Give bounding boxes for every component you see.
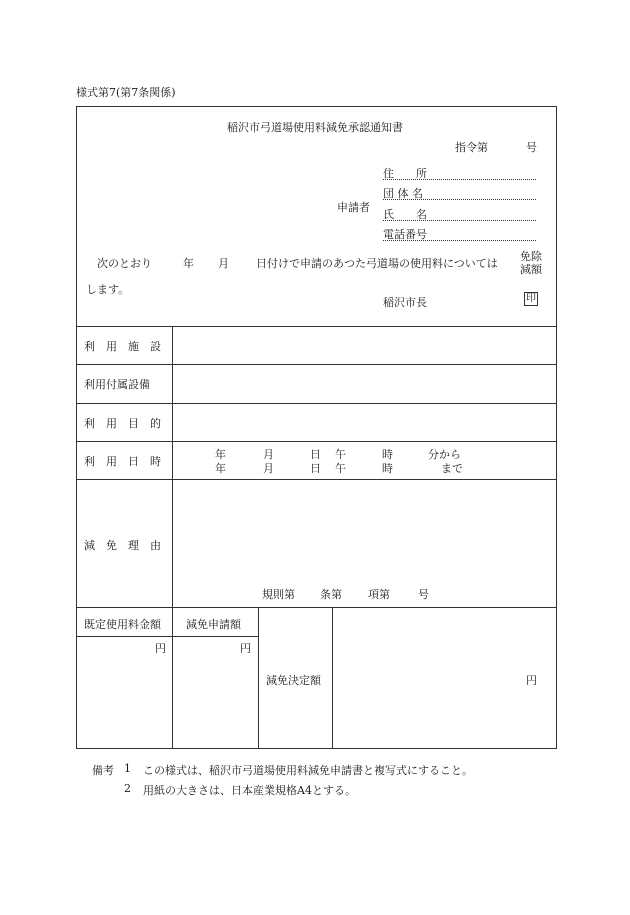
organization-label: 団 体 名 [383, 187, 423, 200]
dt-to-year: 年 [215, 462, 226, 475]
body-text-3: します。 [86, 283, 130, 296]
regulation-item: 号 [418, 588, 429, 601]
dt-from-hour: 時 [382, 448, 393, 461]
organization-line[interactable] [383, 199, 536, 200]
dt-from-minute: 分から [428, 448, 461, 461]
notice-title: 稲沢市弓道場使用料減免承認通知書 [227, 121, 403, 134]
requested-fee-label: 減免申請額 [186, 618, 241, 631]
requested-fee-yen: 円 [240, 642, 251, 655]
seal-stamp: 印 [526, 293, 536, 304]
dt-from-year: 年 [215, 448, 226, 461]
divider-row-1 [76, 364, 557, 365]
form-number: 様式第7(第7条関係) [76, 86, 176, 99]
fee-divider-3 [332, 607, 333, 749]
note-2-number: 2 [124, 782, 131, 795]
regulation-paragraph: 項第 [368, 588, 390, 601]
row-label-facility: 利 用 施 設 [84, 340, 161, 353]
mayor-label: 稲沢市長 [383, 296, 427, 309]
note-2-text: 用紙の大きさは、日本産業規格A4とする。 [143, 784, 356, 797]
note-1-text: この様式は、稲沢市弓道場使用料減免申請書と複写式にすること。 [143, 764, 473, 777]
dt-to-day: 日 [310, 462, 321, 475]
divider-row-3 [76, 441, 557, 442]
divider-fee-header [76, 636, 258, 637]
divider-notice [76, 326, 557, 327]
name-line[interactable] [383, 220, 536, 221]
fee-divider-2 [258, 607, 259, 749]
regulation-prefix: 規則第 [262, 588, 295, 601]
option-reduce: 減額 [520, 263, 542, 276]
decided-fee-label: 減免決定額 [266, 674, 321, 687]
dt-to-hour: 時 [382, 462, 393, 475]
dt-from-ampm: 午 [335, 448, 346, 461]
directive-suffix: 号 [526, 141, 537, 154]
divider-row-4 [76, 479, 557, 480]
decided-fee-yen: 円 [526, 674, 537, 687]
name-label: 氏 名 [383, 208, 427, 221]
body-month: 月 [218, 257, 229, 270]
divider-row-5 [76, 607, 557, 608]
dt-to-ampm: 午 [335, 462, 346, 475]
standard-fee-label: 既定使用料金額 [84, 618, 161, 631]
phone-label: 電話番号 [383, 228, 427, 241]
dt-to-month: 月 [263, 462, 274, 475]
row-label-equipment: 利用付属設備 [84, 378, 150, 391]
dt-from-month: 月 [263, 448, 274, 461]
address-line[interactable] [383, 179, 536, 180]
body-text-1: 次のとおり [97, 257, 152, 270]
notes-label: 備考 [92, 764, 114, 777]
regulation-article: 条第 [320, 588, 342, 601]
divider-row-2 [76, 403, 557, 404]
dt-from-day: 日 [310, 448, 321, 461]
fee-divider-1 [172, 607, 173, 749]
row-label-datetime: 利 用 日 時 [84, 455, 161, 468]
body-year: 年 [183, 257, 194, 270]
option-exempt: 免除 [520, 250, 542, 263]
applicant-label: 申請者 [337, 201, 370, 214]
dt-until: まで [441, 462, 463, 475]
row-label-purpose: 利 用 目 的 [84, 417, 161, 430]
body-text-2: 日付けで申請のあつた弓道場の使用料については [256, 257, 498, 270]
directive-prefix: 指令第 [455, 141, 488, 154]
phone-line[interactable] [383, 240, 536, 241]
label-column-divider [172, 326, 173, 607]
standard-fee-yen: 円 [155, 642, 166, 655]
note-1-number: 1 [124, 762, 131, 775]
row-label-reason: 減 免 理 由 [84, 539, 161, 552]
address-label: 住 所 [383, 167, 427, 180]
